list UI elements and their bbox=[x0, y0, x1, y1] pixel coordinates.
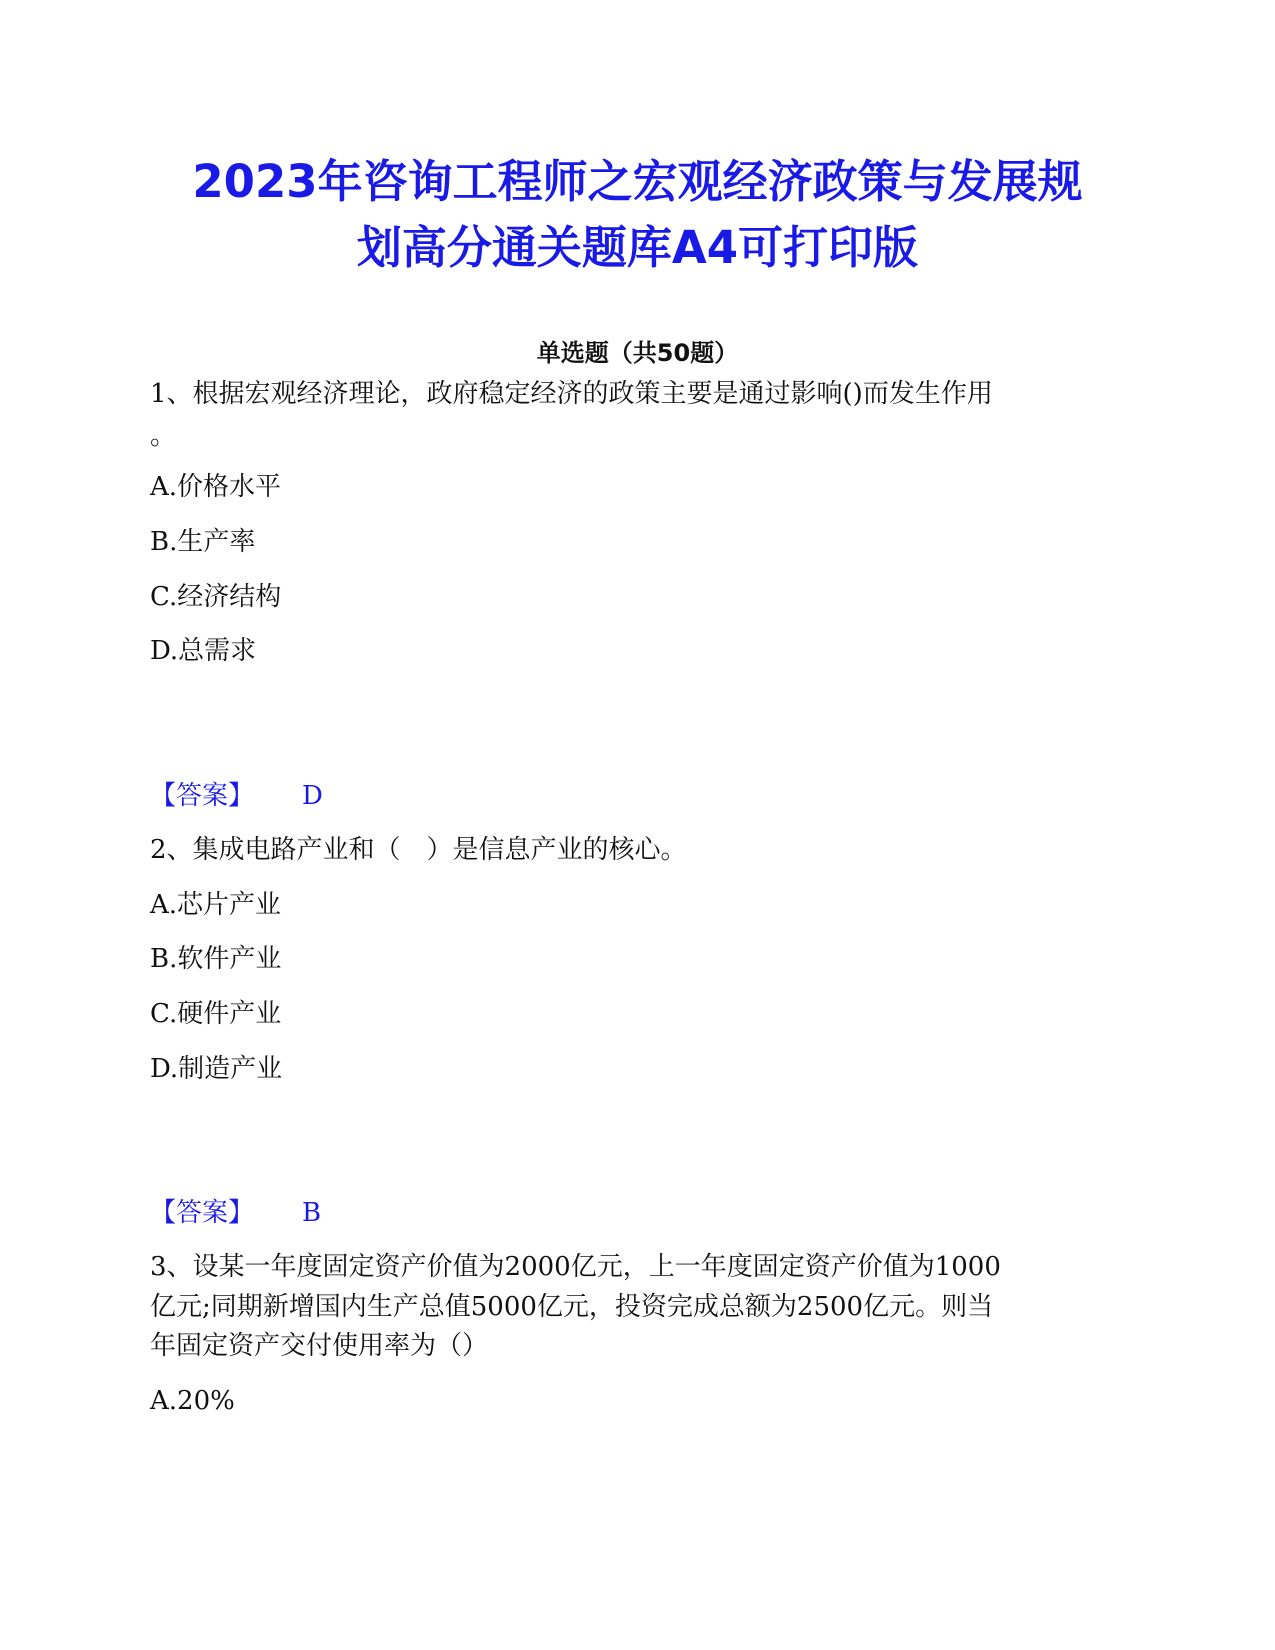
question-2-option-d: D.制造产业 bbox=[150, 1054, 283, 1084]
answer-value: D bbox=[302, 781, 323, 811]
question-1-stem-line-1: 1、根据宏观经济理论，政府稳定经济的政策主要是通过影响()而发生作用 bbox=[150, 379, 993, 409]
question-2-answer bbox=[150, 1193, 321, 1233]
question-1-answer bbox=[150, 776, 323, 816]
question-2-option-a: A.芯片产业 bbox=[150, 890, 282, 920]
question-1-option-b: B.生产率 bbox=[150, 527, 256, 557]
section-heading: 单选题（共50题） bbox=[536, 339, 739, 367]
question-2-option-b: B.软件产业 bbox=[150, 944, 282, 974]
answer-value: B bbox=[302, 1198, 322, 1228]
document-title-line-1: 2023年咨询工程师之宏观经济政策与发展规 bbox=[192, 155, 1083, 208]
answer-label: 【答案】 bbox=[150, 1198, 255, 1228]
answer-label: 【答案】 bbox=[150, 781, 255, 811]
question-1-option-d: D.总需求 bbox=[150, 636, 257, 666]
question-3-stem-line-2: 亿元;同期新增国内生产总值5000亿元，投资完成总额为2500亿元。则当 bbox=[150, 1292, 994, 1322]
question-1-option-a: A.价格水平 bbox=[150, 472, 282, 502]
question-2-stem-line-1: 2、集成电路产业和（ ）是信息产业的核心。 bbox=[150, 835, 687, 865]
question-3-stem-line-3: 年固定资产交付使用率为（） bbox=[150, 1331, 489, 1361]
question-1-option-c: C.经济结构 bbox=[150, 582, 282, 612]
question-3-option-a: A.20% bbox=[150, 1386, 235, 1416]
document-title-line-2: 划高分通关题库A4可打印版 bbox=[356, 221, 919, 274]
question-3-stem-line-1: 3、设某一年度固定资产价值为2000亿元，上一年度固定资产价值为1000 bbox=[150, 1252, 1001, 1282]
question-1-stem-line-2: 。 bbox=[150, 421, 177, 451]
question-2-option-c: C.硬件产业 bbox=[150, 999, 282, 1029]
